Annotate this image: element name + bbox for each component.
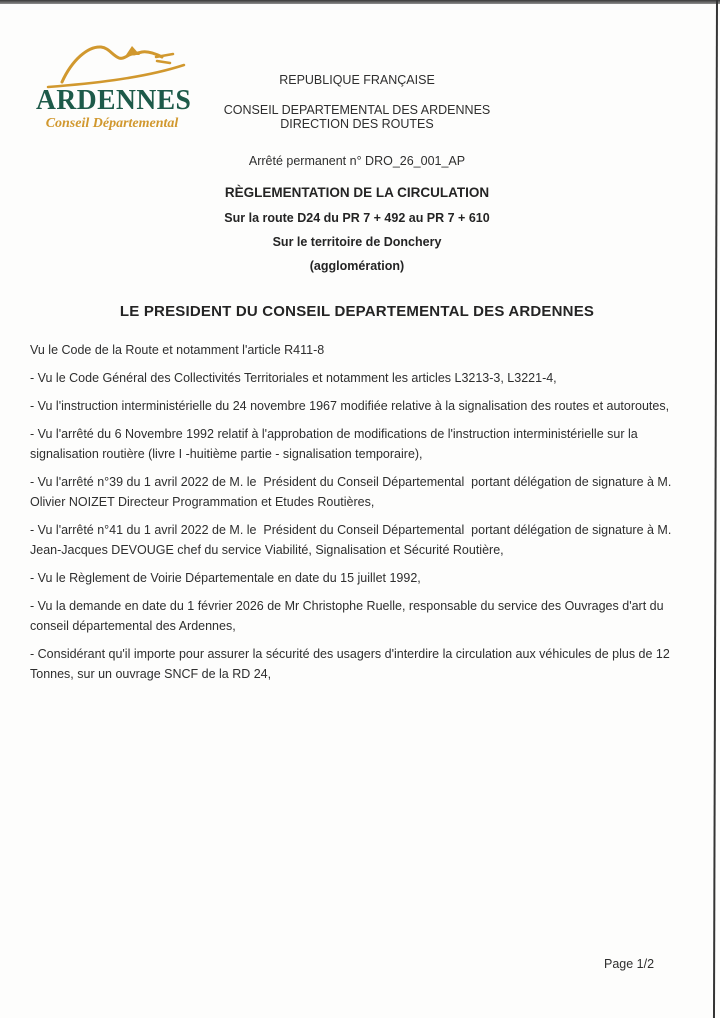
decree-body (30, 340, 688, 692)
paragraph-considerant: - Considérant qu'il importe pour assurer la sécurité des usagers d'interdire la circulation aux véhicules de plus de 12 Tonnes, sur un ouvrage SNCF de la RD 24, (30, 647, 674, 681)
scan-edge-top (0, 0, 720, 4)
title-block (0, 154, 714, 283)
territory-subtitle: Sur le territoire de Donchery (272, 235, 442, 249)
paragraph-vu-code-collectivites: - Vu le Code Général des Collectivités Territoriales et notamment les articles L3213-3, L3221-4, (30, 371, 557, 385)
agglomeration-subtitle: (agglomération) (309, 259, 405, 273)
paragraph-vu-code-route: Vu le Code de la Route et notamment l'article R411-8 (30, 343, 325, 357)
direction-line: DIRECTION DES ROUTES (280, 117, 434, 131)
logo-name: ARDENNES (36, 84, 192, 116)
paragraph-vu-instruction-1967: - Vu l'instruction interministérielle du 24 novembre 1967 modifiée relative à la signalisation des routes et autoroutes, (30, 399, 670, 413)
paragraph-vu-demande: - Vu la demande en date du 1 février 2026 de Mr Christophe Ruelle, responsable du service des Ouvrages d'art du conseil départemental des Ardennes, (30, 599, 668, 633)
republic-line: REPUBLIQUE FRANÇAISE (279, 73, 435, 87)
council-line: CONSEIL DEPARTEMENTAL DES ARDENNES (223, 103, 491, 117)
organization-header (0, 73, 714, 131)
document-title: RÈGLEMENTATION DE LA CIRCULATION (224, 185, 490, 200)
scan-edge-right (713, 0, 718, 1018)
paragraph-vu-reglement-voirie: - Vu le Règlement de Voirie Départementale en date du 15 juillet 1992, (30, 571, 421, 585)
route-subtitle: Sur la route D24 du PR 7 + 492 au PR 7 + 610 (224, 211, 490, 225)
paragraph-vu-arrete-41: - Vu l'arrêté n°41 du 1 avril 2022 de M. le Président du Conseil Départemental portant délégation de signature à M. Jean-Jacques DEVOUGE chef du service Viabilité, Signalisation et Sécurité Routière, (30, 523, 675, 557)
page-number: Page 1/2 (604, 957, 655, 971)
paragraph-vu-arrete-39: - Vu l'arrêté n°39 du 1 avril 2022 de M. le Président du Conseil Départemental portant délégation de signature à M. Olivier NOIZET Directeur Programmation et Etudes Routières, (30, 475, 675, 509)
president-heading: LE PRESIDENT DU CONSEIL DEPARTEMENTAL DES ARDENNES (119, 303, 595, 320)
paragraph-vu-arrete-1992: - Vu l'arrêté du 6 Novembre 1992 relatif à l'approbation de modifications de l'instruction interministérielle sur la signalisation routière (livre I -huitième partie - signalisation temporaire), (30, 427, 642, 461)
decree-reference: Arrêté permanent n° DRO_26_001_AP (248, 154, 466, 168)
logo-subtitle: Conseil Départemental (45, 116, 179, 131)
